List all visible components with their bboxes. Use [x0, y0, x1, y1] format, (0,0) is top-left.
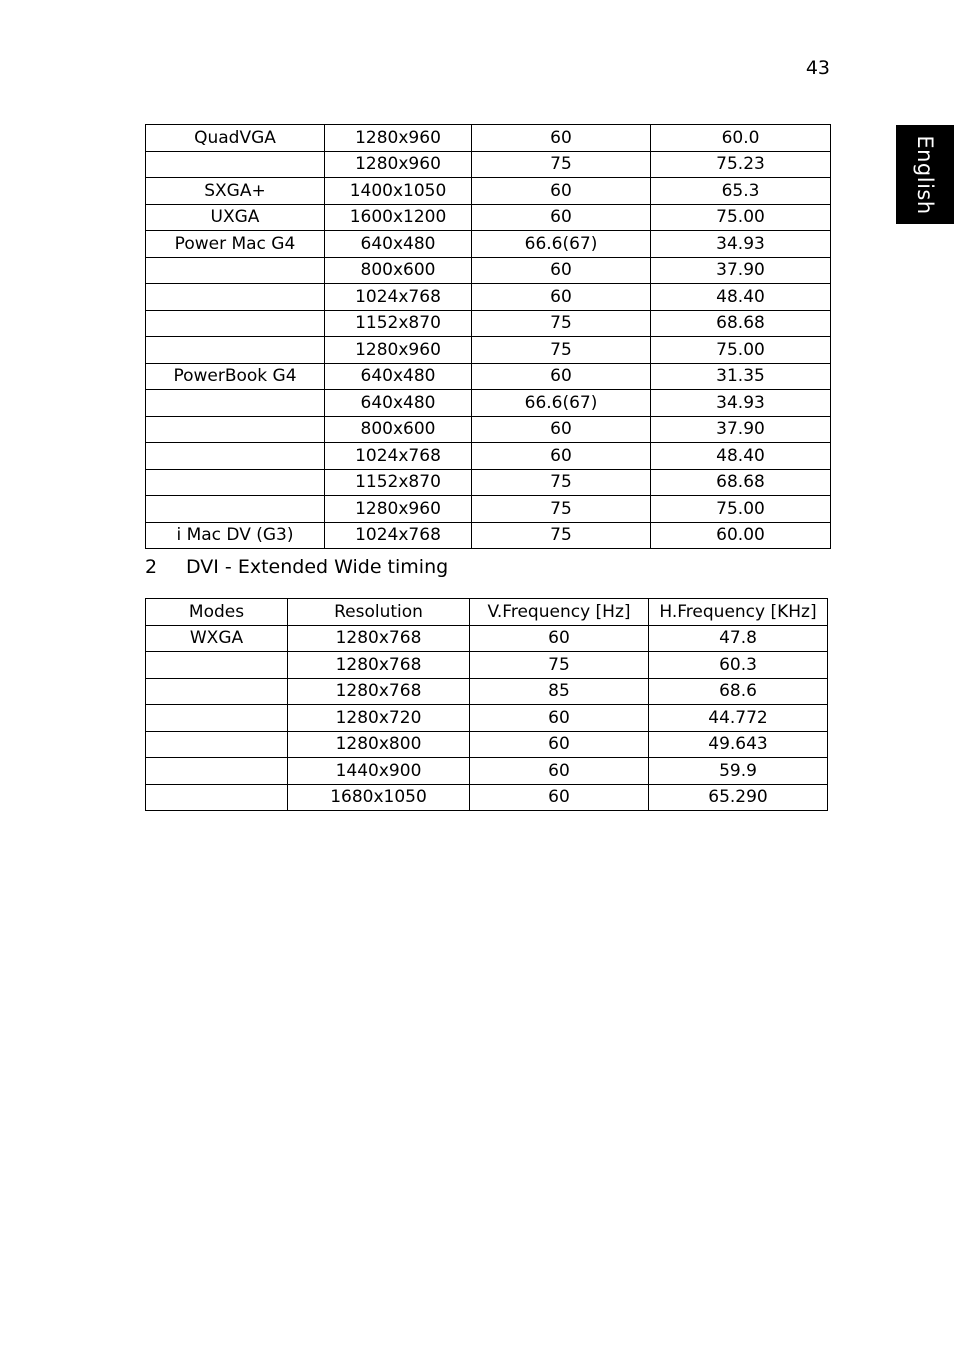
cell-v-frequency: 75 — [472, 151, 651, 178]
cell-v-frequency: 60 — [470, 731, 649, 758]
cell-v-frequency: 60 — [472, 178, 651, 205]
cell-resolution: 1680x1050 — [288, 784, 470, 811]
cell-mode — [146, 337, 325, 364]
table-row — [146, 678, 828, 705]
cell-resolution: 1152x870 — [325, 310, 472, 337]
table-row — [146, 125, 831, 152]
page-number: 43 — [805, 57, 830, 79]
cell-v-frequency: 66.6(67) — [472, 231, 651, 258]
cell-mode: QuadVGA — [146, 125, 325, 152]
table-row — [146, 337, 831, 364]
cell-mode: SXGA+ — [146, 178, 325, 205]
cell-resolution: 1280x960 — [325, 337, 472, 364]
cell-resolution: 1280x720 — [288, 705, 470, 732]
cell-h-frequency: 65.3 — [651, 178, 831, 205]
cell-resolution: 1152x870 — [325, 469, 472, 496]
cell-mode — [146, 151, 325, 178]
cell-resolution: 1280x960 — [325, 151, 472, 178]
cell-resolution: 640x480 — [325, 231, 472, 258]
cell-mode — [146, 284, 325, 311]
cell-v-frequency: 60 — [472, 284, 651, 311]
cell-resolution: 1440x900 — [288, 758, 470, 785]
cell-mode — [146, 390, 325, 417]
cell-resolution: 1280x960 — [325, 125, 472, 152]
cell-h-frequency: 37.90 — [651, 416, 831, 443]
cell-h-frequency: 75.23 — [651, 151, 831, 178]
cell-v-frequency: 60 — [470, 705, 649, 732]
table-row — [146, 758, 828, 785]
cell-resolution: 1280x960 — [325, 496, 472, 523]
cell-v-frequency: 60 — [472, 257, 651, 284]
cell-resolution: 1280x768 — [288, 652, 470, 679]
cell-v-frequency: 60 — [470, 625, 649, 652]
cell-v-frequency: 60 — [472, 363, 651, 390]
cell-h-frequency: 37.90 — [651, 257, 831, 284]
cell-v-frequency: 85 — [470, 678, 649, 705]
cell-h-frequency: 60.00 — [651, 522, 831, 549]
language-tab-label: English — [913, 135, 937, 215]
cell-mode — [146, 678, 288, 705]
cell-h-frequency: 59.9 — [649, 758, 828, 785]
cell-h-frequency: 60.0 — [651, 125, 831, 152]
cell-v-frequency: 75 — [472, 337, 651, 364]
cell-v-frequency: 66.6(67) — [472, 390, 651, 417]
cell-mode: WXGA — [146, 625, 288, 652]
table-row — [146, 416, 831, 443]
wide-timing-table-header — [146, 599, 828, 626]
cell-v-frequency: 75 — [472, 469, 651, 496]
header-row — [146, 599, 828, 626]
cell-h-frequency: 34.93 — [651, 390, 831, 417]
cell-h-frequency: 31.35 — [651, 363, 831, 390]
cell-resolution: 1280x768 — [288, 625, 470, 652]
cell-v-frequency: 60 — [472, 204, 651, 231]
cell-resolution: 1600x1200 — [325, 204, 472, 231]
cell-h-frequency: 44.772 — [649, 705, 828, 732]
cell-mode: UXGA — [146, 204, 325, 231]
cell-resolution: 800x600 — [325, 416, 472, 443]
cell-resolution: 1400x1050 — [325, 178, 472, 205]
timing-table — [145, 124, 831, 549]
cell-mode — [146, 310, 325, 337]
cell-h-frequency: 75.00 — [651, 337, 831, 364]
cell-mode — [146, 784, 288, 811]
table-row — [146, 284, 831, 311]
cell-h-frequency: 48.40 — [651, 284, 831, 311]
table-row — [146, 469, 831, 496]
cell-mode — [146, 257, 325, 284]
cell-v-frequency: 75 — [470, 652, 649, 679]
section-title: DVI - Extended Wide timing — [186, 556, 449, 578]
wide-timing-table — [145, 598, 828, 811]
cell-mode: Power Mac G4 — [146, 231, 325, 258]
wide-timing-table-body — [146, 625, 828, 811]
table-row — [146, 496, 831, 523]
table-row — [146, 443, 831, 470]
cell-v-frequency: 60 — [472, 125, 651, 152]
cell-mode: i Mac DV (G3) — [146, 522, 325, 549]
column-header-h-frequency: H.Frequency [KHz] — [649, 599, 828, 626]
cell-mode — [146, 652, 288, 679]
cell-mode — [146, 469, 325, 496]
language-tab — [896, 125, 954, 224]
cell-resolution: 640x480 — [325, 363, 472, 390]
cell-resolution: 1280x768 — [288, 678, 470, 705]
cell-h-frequency: 68.68 — [651, 469, 831, 496]
cell-v-frequency: 75 — [472, 522, 651, 549]
cell-h-frequency: 75.00 — [651, 496, 831, 523]
cell-h-frequency: 48.40 — [651, 443, 831, 470]
column-header-v-frequency: V.Frequency [Hz] — [470, 599, 649, 626]
column-header-resolution: Resolution — [288, 599, 470, 626]
cell-v-frequency: 60 — [472, 443, 651, 470]
cell-mode — [146, 443, 325, 470]
cell-mode — [146, 758, 288, 785]
table-row — [146, 310, 831, 337]
cell-resolution: 1280x800 — [288, 731, 470, 758]
table-row — [146, 231, 831, 258]
cell-v-frequency: 75 — [472, 310, 651, 337]
cell-resolution: 1024x768 — [325, 284, 472, 311]
cell-resolution: 1024x768 — [325, 522, 472, 549]
cell-resolution: 800x600 — [325, 257, 472, 284]
cell-h-frequency: 75.00 — [651, 204, 831, 231]
cell-v-frequency: 60 — [470, 784, 649, 811]
table-row — [146, 625, 828, 652]
column-header-mode: Modes — [146, 599, 288, 626]
cell-mode — [146, 416, 325, 443]
table-row — [146, 731, 828, 758]
cell-h-frequency: 49.643 — [649, 731, 828, 758]
table-row — [146, 784, 828, 811]
cell-h-frequency: 34.93 — [651, 231, 831, 258]
cell-resolution: 1024x768 — [325, 443, 472, 470]
table-row — [146, 257, 831, 284]
table-row — [146, 151, 831, 178]
section-heading — [145, 556, 448, 578]
cell-v-frequency: 60 — [472, 416, 651, 443]
cell-h-frequency: 65.290 — [649, 784, 828, 811]
table-row — [146, 204, 831, 231]
cell-h-frequency: 68.68 — [651, 310, 831, 337]
cell-v-frequency: 75 — [472, 496, 651, 523]
timing-table-body — [146, 125, 831, 549]
cell-h-frequency: 47.8 — [649, 625, 828, 652]
cell-mode: PowerBook G4 — [146, 363, 325, 390]
table-row — [146, 522, 831, 549]
table-row — [146, 178, 831, 205]
table-row — [146, 652, 828, 679]
section-number: 2 — [145, 556, 158, 578]
table-row — [146, 705, 828, 732]
cell-mode — [146, 705, 288, 732]
cell-mode — [146, 731, 288, 758]
table-row — [146, 390, 831, 417]
cell-h-frequency: 68.6 — [649, 678, 828, 705]
cell-resolution: 640x480 — [325, 390, 472, 417]
cell-v-frequency: 60 — [470, 758, 649, 785]
cell-h-frequency: 60.3 — [649, 652, 828, 679]
table-row — [146, 363, 831, 390]
cell-mode — [146, 496, 325, 523]
